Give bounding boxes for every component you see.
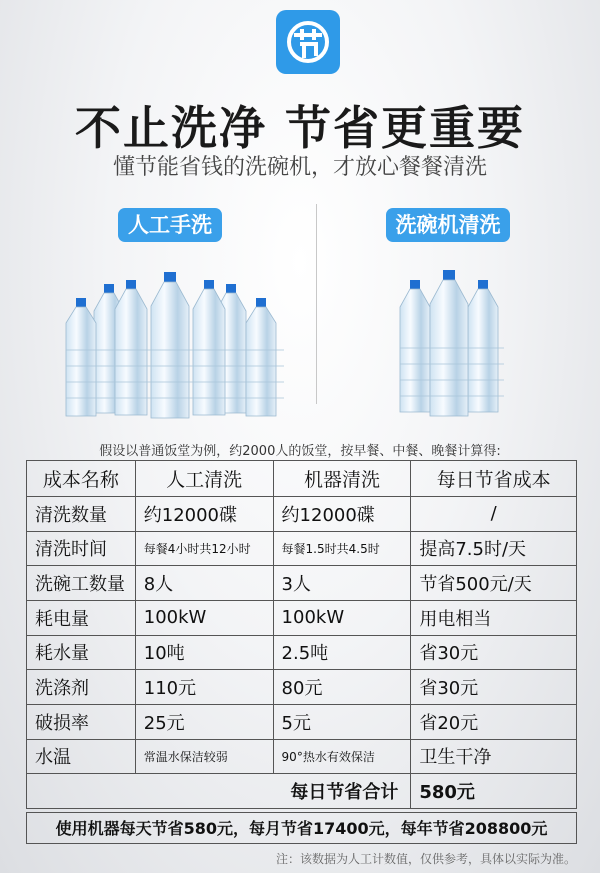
table-row	[27, 635, 577, 670]
table-row	[27, 531, 577, 566]
manual-value: 约12000碟	[135, 496, 273, 531]
saving-value: /	[411, 496, 577, 531]
compare-divider	[316, 204, 317, 404]
saving-value: 省30元	[411, 635, 577, 670]
row-label: 水温	[27, 739, 136, 774]
cost-comparison-table	[26, 460, 577, 809]
table-row	[27, 566, 577, 601]
brand-logo-icon	[276, 10, 340, 74]
saving-value: 省20元	[411, 704, 577, 739]
manual-value: 常温水保洁较弱	[135, 739, 273, 774]
header-machine: 机器清洗	[273, 461, 411, 497]
manual-value: 10吨	[135, 635, 273, 670]
total-label: 每日节省合计	[27, 774, 411, 809]
assumption-note: 假设以普通饭堂为例，约2000人的饭堂，按早餐、中餐、晚餐计算得:	[99, 444, 501, 459]
manual-value: 8人	[135, 566, 273, 601]
table-row	[27, 704, 577, 739]
row-label: 耗水量	[27, 635, 136, 670]
row-label: 耗电量	[27, 600, 136, 635]
machine-value: 80元	[273, 670, 411, 705]
table-row	[27, 496, 577, 531]
saving-value: 提高7.5时/天	[411, 531, 577, 566]
row-label: 洗碗工数量	[27, 566, 136, 601]
header-cost-name: 成本名称	[27, 461, 136, 497]
page-title: 不止洗净 节省更重要	[74, 101, 525, 155]
page-subtitle: 懂节能省钱的洗碗机，才放心餐餐清洗	[112, 155, 487, 180]
dishwasher-wash-label: 洗碗机清洗	[386, 208, 510, 242]
row-label: 清洗时间	[27, 531, 136, 566]
table-header-row	[27, 461, 577, 497]
machine-value: 每餐1.5时共4.5时	[273, 531, 411, 566]
total-value: 580元	[411, 774, 577, 809]
saving-value: 用电相当	[411, 600, 577, 635]
dishwasher-water-bottles-image	[392, 268, 512, 418]
manual-value: 25元	[135, 704, 273, 739]
saving-value: 省30元	[411, 670, 577, 705]
row-label: 清洗数量	[27, 496, 136, 531]
machine-value: 2.5吨	[273, 635, 411, 670]
manual-wash-label: 人工手洗	[118, 208, 222, 242]
machine-value: 3人	[273, 566, 411, 601]
savings-summary: 使用机器每天节省580元，每月节省17400元，每年节省208800元	[26, 812, 577, 844]
manual-value: 110元	[135, 670, 273, 705]
machine-value: 90°热水有效保洁	[273, 739, 411, 774]
header-manual: 人工清洗	[135, 461, 273, 497]
machine-value: 100kW	[273, 600, 411, 635]
disclaimer-footnote: 注：该数据为人工计数值，仅供参考，具体以实际为准。	[275, 852, 576, 866]
machine-value: 5元	[273, 704, 411, 739]
manual-value: 100kW	[135, 600, 273, 635]
saving-value: 节省500元/天	[411, 566, 577, 601]
table-row	[27, 739, 577, 774]
manual-value: 每餐4小时共12小时	[135, 531, 273, 566]
table-row	[27, 670, 577, 705]
row-label: 洗涤剂	[27, 670, 136, 705]
header-daily-saving: 每日节省成本	[411, 461, 577, 497]
table-row	[27, 600, 577, 635]
machine-value: 约12000碟	[273, 496, 411, 531]
manual-water-bottles-image	[60, 270, 290, 420]
saving-value: 卫生干净	[411, 739, 577, 774]
row-label: 破损率	[27, 704, 136, 739]
table-total-row	[27, 774, 577, 809]
